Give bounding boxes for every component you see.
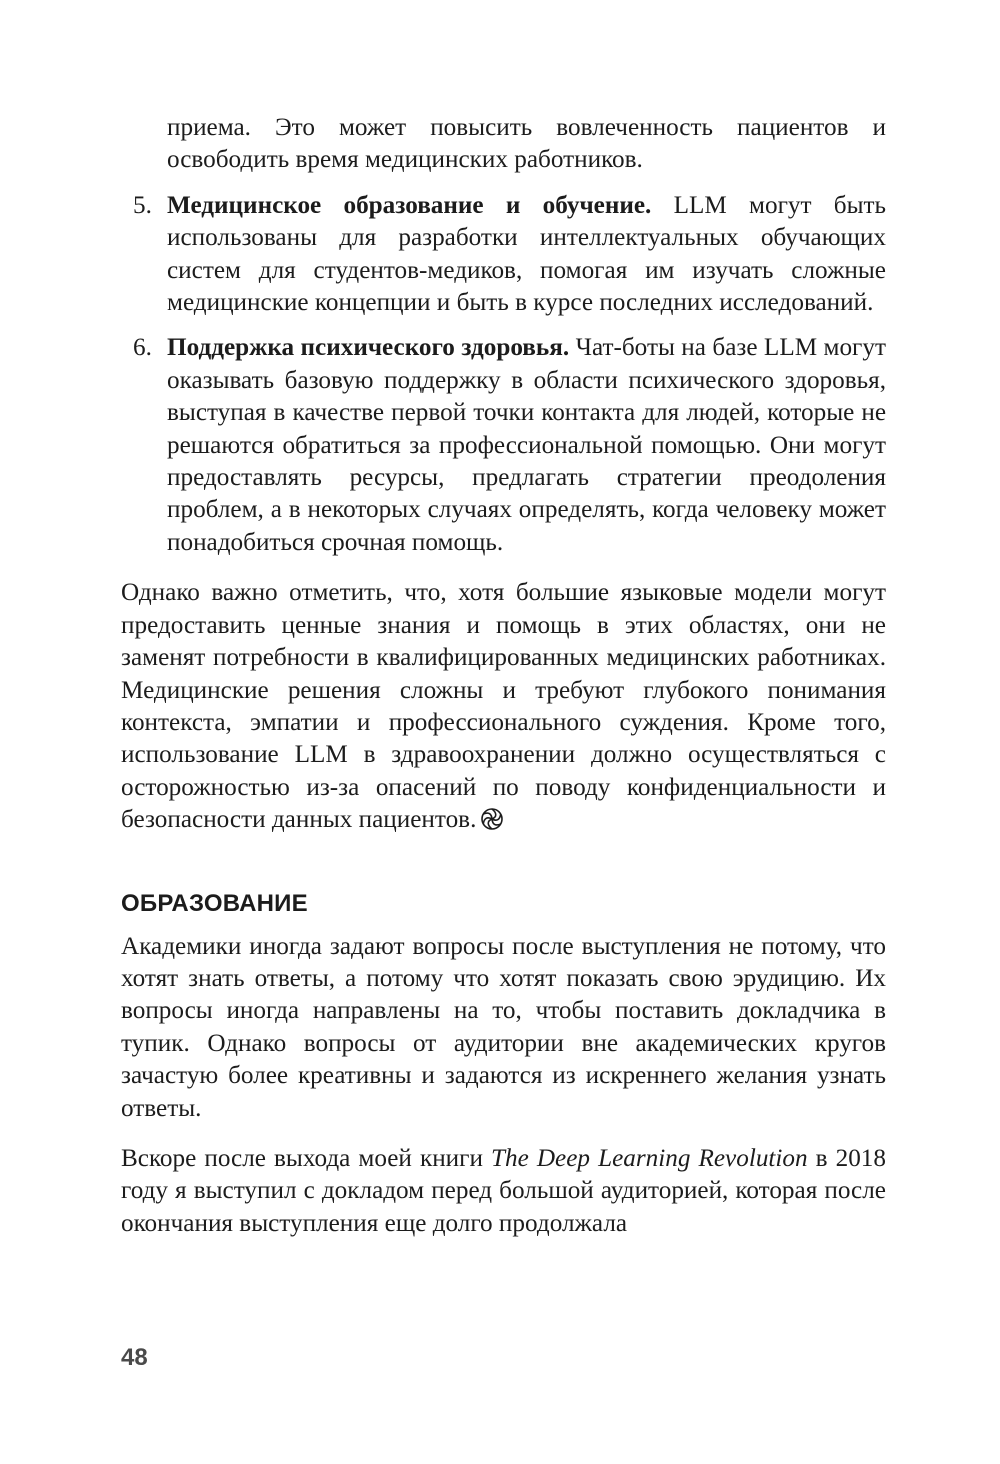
list-item bbox=[121, 190, 886, 320]
page-number: 48 bbox=[121, 1344, 148, 1371]
page-body bbox=[121, 112, 886, 1240]
education-paragraph: Академики иногда задают вопросы после выступления не потому, что хотят знать ответы, а потому что хотят показать свою эрудицию. Их вопросы иногда направлены на то, чтобы поставить докладчика в тупик. Однако вопросы от аудитории вне академических кругов зачастую более креативны и задаются из искреннего желания узнать ответы. bbox=[121, 932, 886, 1122]
list-item-title: Поддержка психического здоровья. bbox=[167, 334, 570, 362]
list-item bbox=[121, 332, 886, 559]
list-item-number: 5. bbox=[133, 191, 152, 219]
text-before-title: Вскоре после выхода моей книги bbox=[121, 1144, 492, 1172]
list-item-body bbox=[167, 190, 886, 320]
text-after-title: в 2018 году я выступил с докладом перед большой аудиторией, которая после окончания выступления еще долго продолжала bbox=[121, 1144, 886, 1237]
list-item-title: Медицинское образование и обучение. bbox=[167, 191, 652, 219]
closing-paragraph bbox=[121, 577, 886, 836]
list-item-text: LLM могут быть использованы для разработки интеллектуальных обучающих систем для студентов-медиков, помогая им изучать сложные медицинские концепции и быть в курсе последних исследований. bbox=[167, 191, 886, 317]
list-item-text: Чат-боты на базе LLM могут оказывать базовую поддержку в области психического здоровья, выступая в качестве первой точки контакта для людей, которые не решаются обратиться за профессиональной помощью. Они могут предоставлять ресурсы, предлагать стратегии преодоления проблем, а в некоторых случаях определять, когда человеку может понадобиться срочная помощь. bbox=[167, 334, 886, 556]
continuation-text: приема. Это может повысить вовлеченность пациентов и освободить время медицинских работников. bbox=[167, 114, 886, 174]
openai-logo-icon bbox=[480, 807, 504, 831]
book-title: The Deep Learning Revolution bbox=[491, 1144, 808, 1172]
list-item-body bbox=[167, 332, 886, 559]
closing-paragraph-text: Однако важно отметить, что, хотя большие языковые модели могут предоставить ценные знания и помощь в этих областях, они не заменят потребности в квалифицированных медицинских работниках. Медицинские решения сложны и требуют глубокого понимания контекста, эмпатии и профессионального суждения. Кроме того, использование LLM в здравоохранении должно осуществляться с осторожностью из-за опасений по поводу конфиденциальности и безопасности данных пациентов. bbox=[121, 579, 886, 834]
list-item-number: 6. bbox=[133, 334, 152, 362]
education-paragraph bbox=[121, 1143, 886, 1240]
section-heading: ОБРАЗОВАНИЕ bbox=[121, 889, 308, 917]
